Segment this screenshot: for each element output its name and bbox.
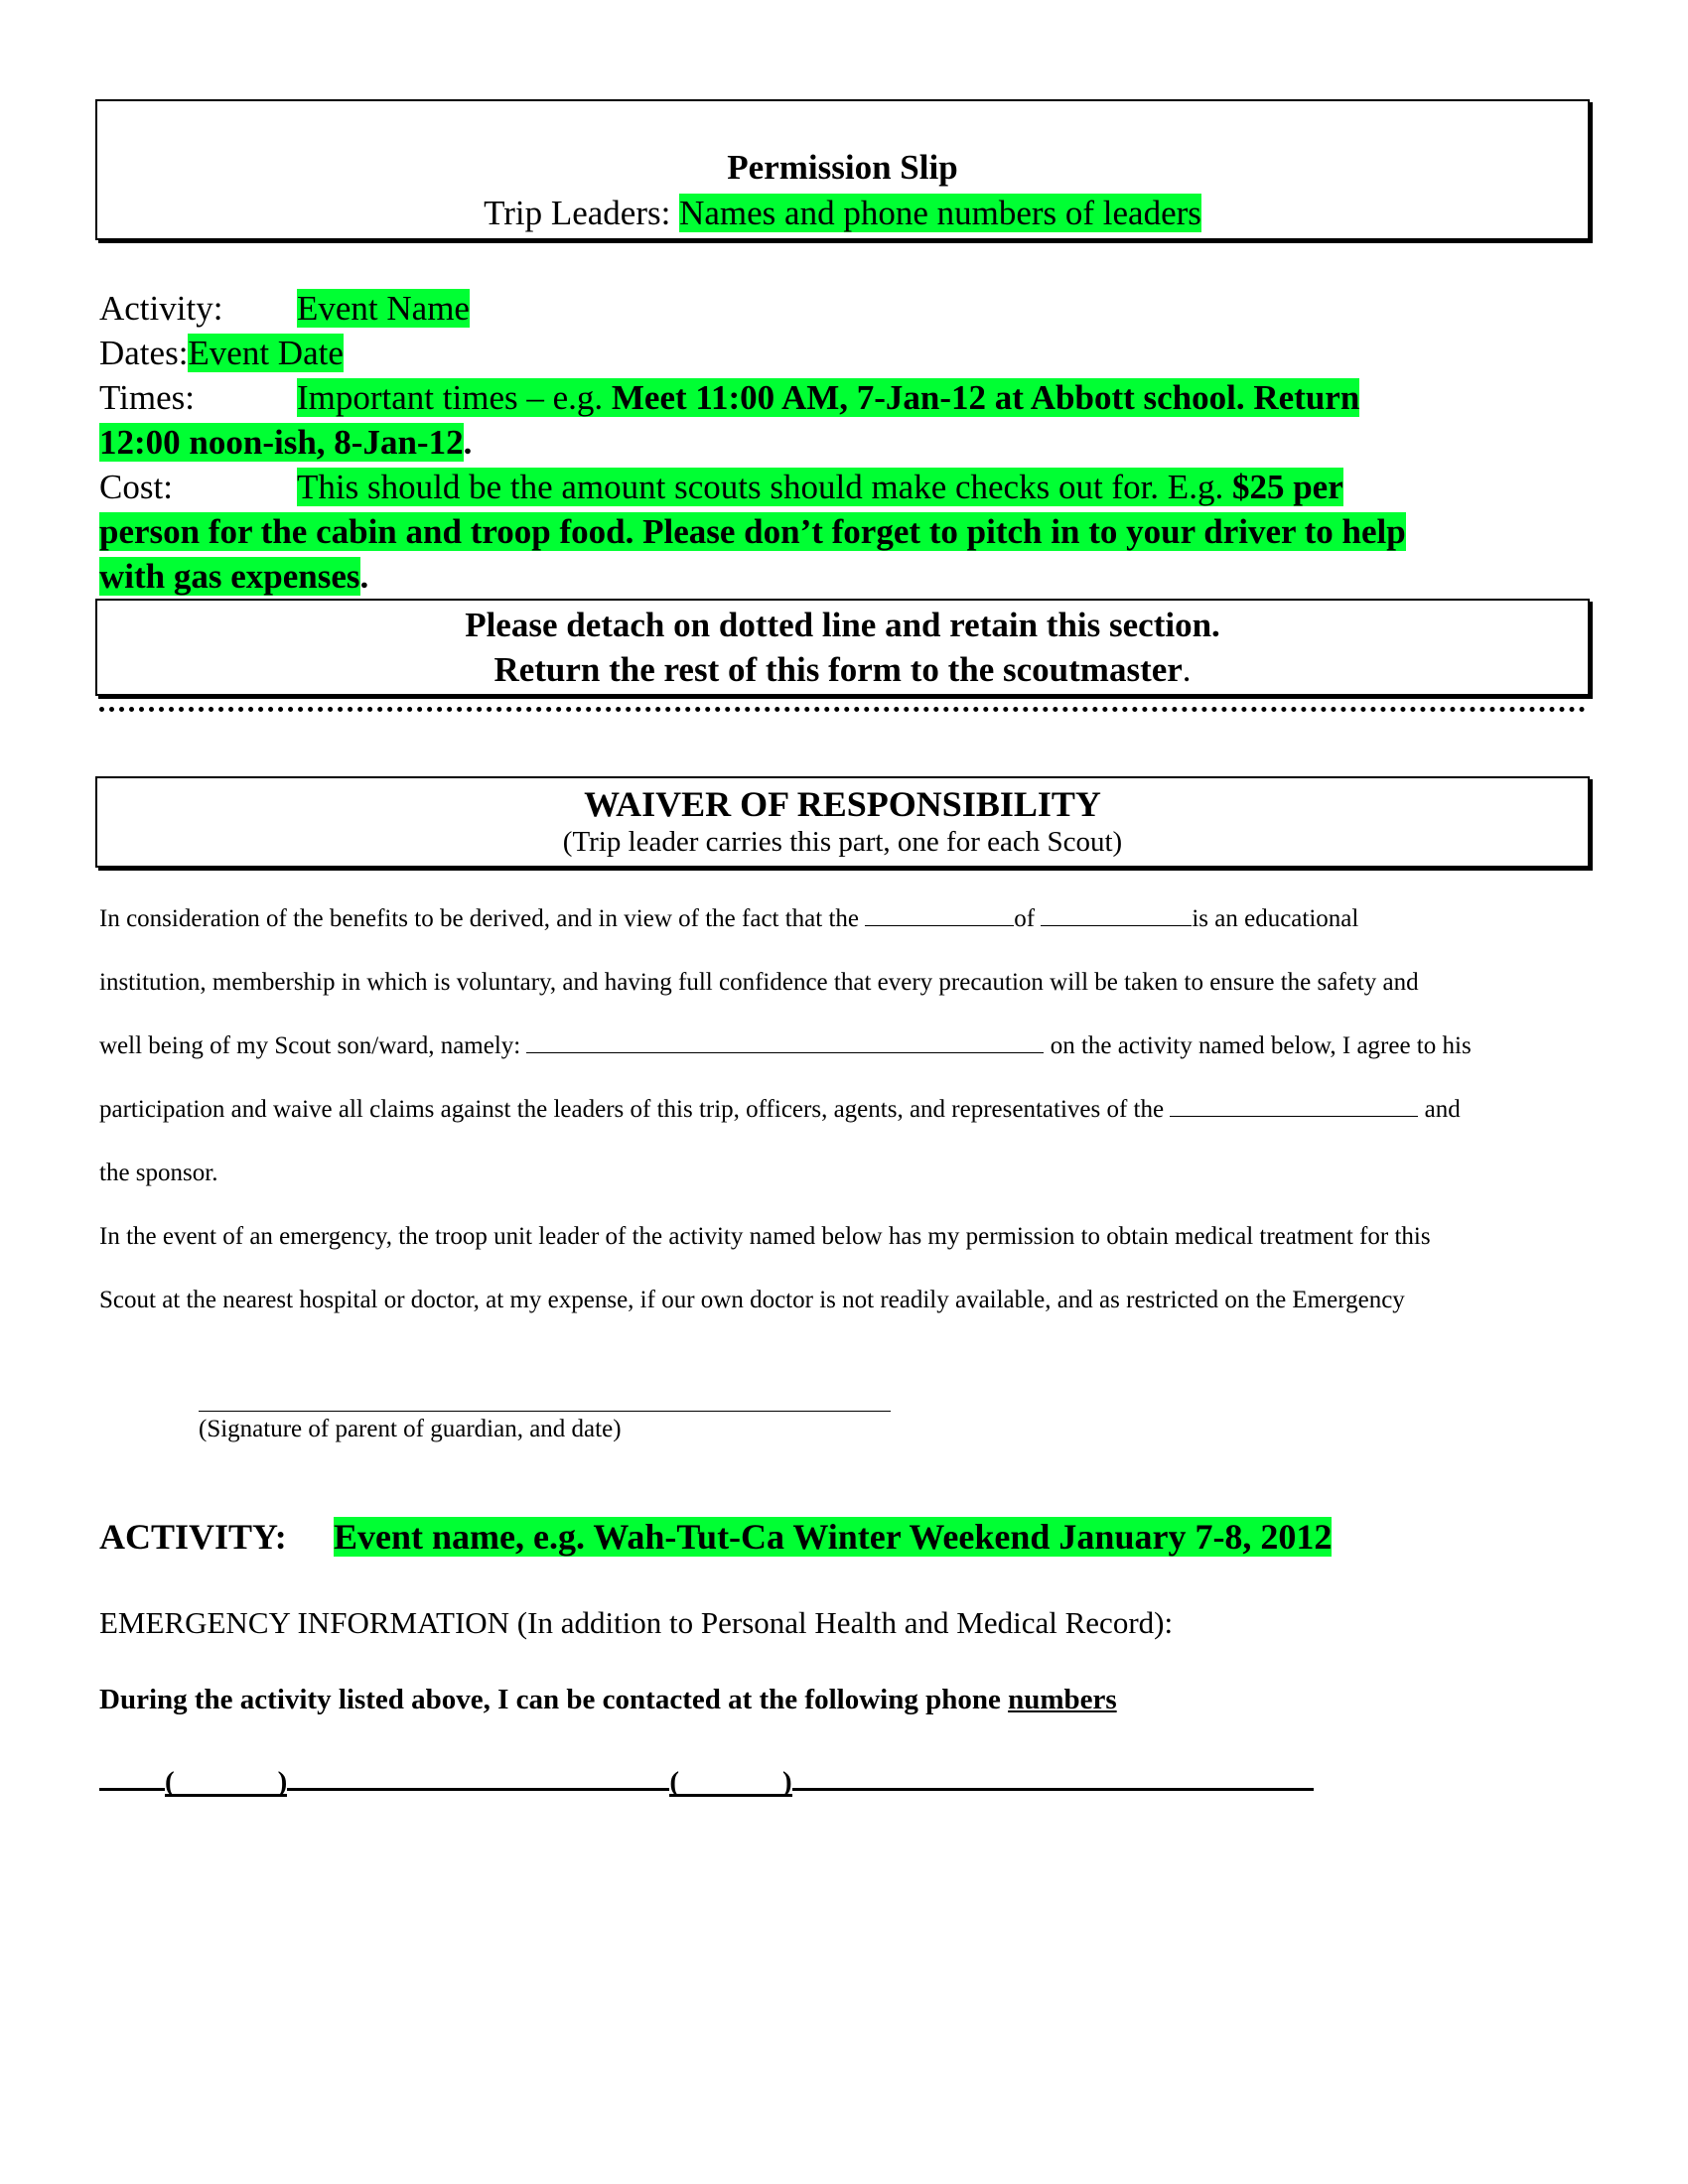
activity-value: Event Name [297,289,470,328]
cost-row-cont [99,509,1589,554]
activity-heading-label: ACTIVITY: [99,1517,287,1557]
cost-row-cont2 [99,554,1589,599]
cost-line2: person for the cabin and troop food. Please don’t forget to pitch in to your driver to help [99,512,1406,551]
waiver-text: participation and waive all claims against the leaders of this trip, officers, agents, and representatives of the [99,1096,1171,1123]
trip-leaders-value: Names and phone numbers of leaders [679,194,1201,232]
detach-dotted-line [99,707,1586,712]
paren-open: ( [669,1766,680,1798]
waiver-text: and [1418,1096,1461,1123]
contact-text: During the activity listed above, I can be contacted at the following phone [99,1684,1009,1715]
detach-line-2-end: . [1182,650,1192,689]
detach-line-2 [97,647,1588,692]
phone-2-area-code[interactable] [669,1764,791,1797]
activity-heading-value: Event name, e.g. Wah-Tut-Ca Winter Weekend January 7-8, 2012 [334,1517,1333,1557]
detach-line-1: Please detach on dotted line and retain this section. [465,606,1220,644]
waiver-text: In consideration of the benefits to be derived, and in view of the fact that the [99,905,866,932]
activity-heading [99,1514,1332,1560]
waiver-line-7: Scout at the nearest hospital or doctor, at my expense, if our own doctor is not readily available, and as restricted on the Emergency [99,1287,1405,1313]
cost-label: Cost: [99,468,173,506]
detach-line-2-text: Return the rest of this form to the scoutmaster [493,650,1183,689]
cost-intro: This should be the amount scouts should make checks out for. E.g. [297,468,1232,506]
page-title: Permission Slip [727,148,958,187]
times-intro: Important times – e.g. [297,378,612,417]
dates-value: Event Date [188,334,344,372]
times-label: Times: [99,378,195,417]
phone-1-area-code[interactable] [165,1764,287,1797]
phone-1-number-field[interactable] [287,1758,669,1791]
phone-number-fields [99,1758,1314,1800]
times-line2-end: . [463,423,473,462]
waiver-text: is an educational [1192,905,1359,932]
signature-field[interactable] [199,1411,891,1412]
scout-name-field[interactable] [526,1030,1044,1053]
waiver-line-6: In the event of an emergency, the troop unit leader of the activity named below has my permission to obtain medical treatment for this [99,1223,1431,1250]
paren-open: ( [165,1766,175,1798]
cost-row [99,465,1589,509]
paren-close: ) [277,1766,288,1798]
trip-leaders-line [97,193,1588,234]
times-row-cont [99,420,1589,465]
cost-line3-end: . [359,557,369,596]
blank-unit-field[interactable] [865,903,1014,926]
contact-underlined: numbers [1008,1684,1117,1715]
detach-notice-box [95,599,1590,696]
waiver-title: WAIVER OF RESPONSIBILITY [584,784,1101,824]
activity-row [99,286,1589,331]
blank-organization-field[interactable] [1170,1094,1418,1117]
dates-label: Dates: [99,334,189,372]
waiver-subtitle: (Trip leader carries this part, one for each Scout) [562,826,1123,858]
phone-1-prefix-field[interactable] [99,1758,165,1791]
waiver-line-1 [99,903,1589,935]
waiver-header-box [95,776,1590,868]
waiver-line-3 [99,1030,1589,1062]
times-row [99,375,1589,420]
times-line1: Meet 11:00 AM, 7-Jan-12 at Abbott school. Return [611,378,1360,417]
times-line2: 12:00 noon-ish, 8-Jan-12 [99,423,464,462]
waiver-line-4 [99,1094,1589,1126]
paren-close: ) [782,1766,792,1798]
activity-label: Activity: [99,289,223,328]
signature-label: (Signature of parent of guardian, and date) [199,1416,622,1442]
cost-line1: $25 per [1231,468,1343,506]
dates-row [99,331,1589,375]
trip-leaders-label: Trip Leaders: [484,194,680,232]
contact-instruction [99,1681,1117,1718]
waiver-text: on the activity named below, I agree to his [1044,1032,1472,1059]
header-box [95,99,1590,240]
cost-line3: with gas expenses [99,557,360,596]
waiver-text: well being of my Scout son/ward, namely: [99,1032,527,1059]
waiver-line-2: institution, membership in which is voluntary, and having full confidence that every precaution will be taken to ensure the safety and [99,969,1419,996]
blank-council-field[interactable] [1041,903,1192,926]
waiver-line-5: the sponsor. [99,1160,218,1186]
emergency-heading: EMERGENCY INFORMATION (In addition to Personal Health and Medical Record): [99,1605,1174,1640]
waiver-text: of [1014,905,1042,932]
phone-2-number-field[interactable] [792,1758,1314,1791]
